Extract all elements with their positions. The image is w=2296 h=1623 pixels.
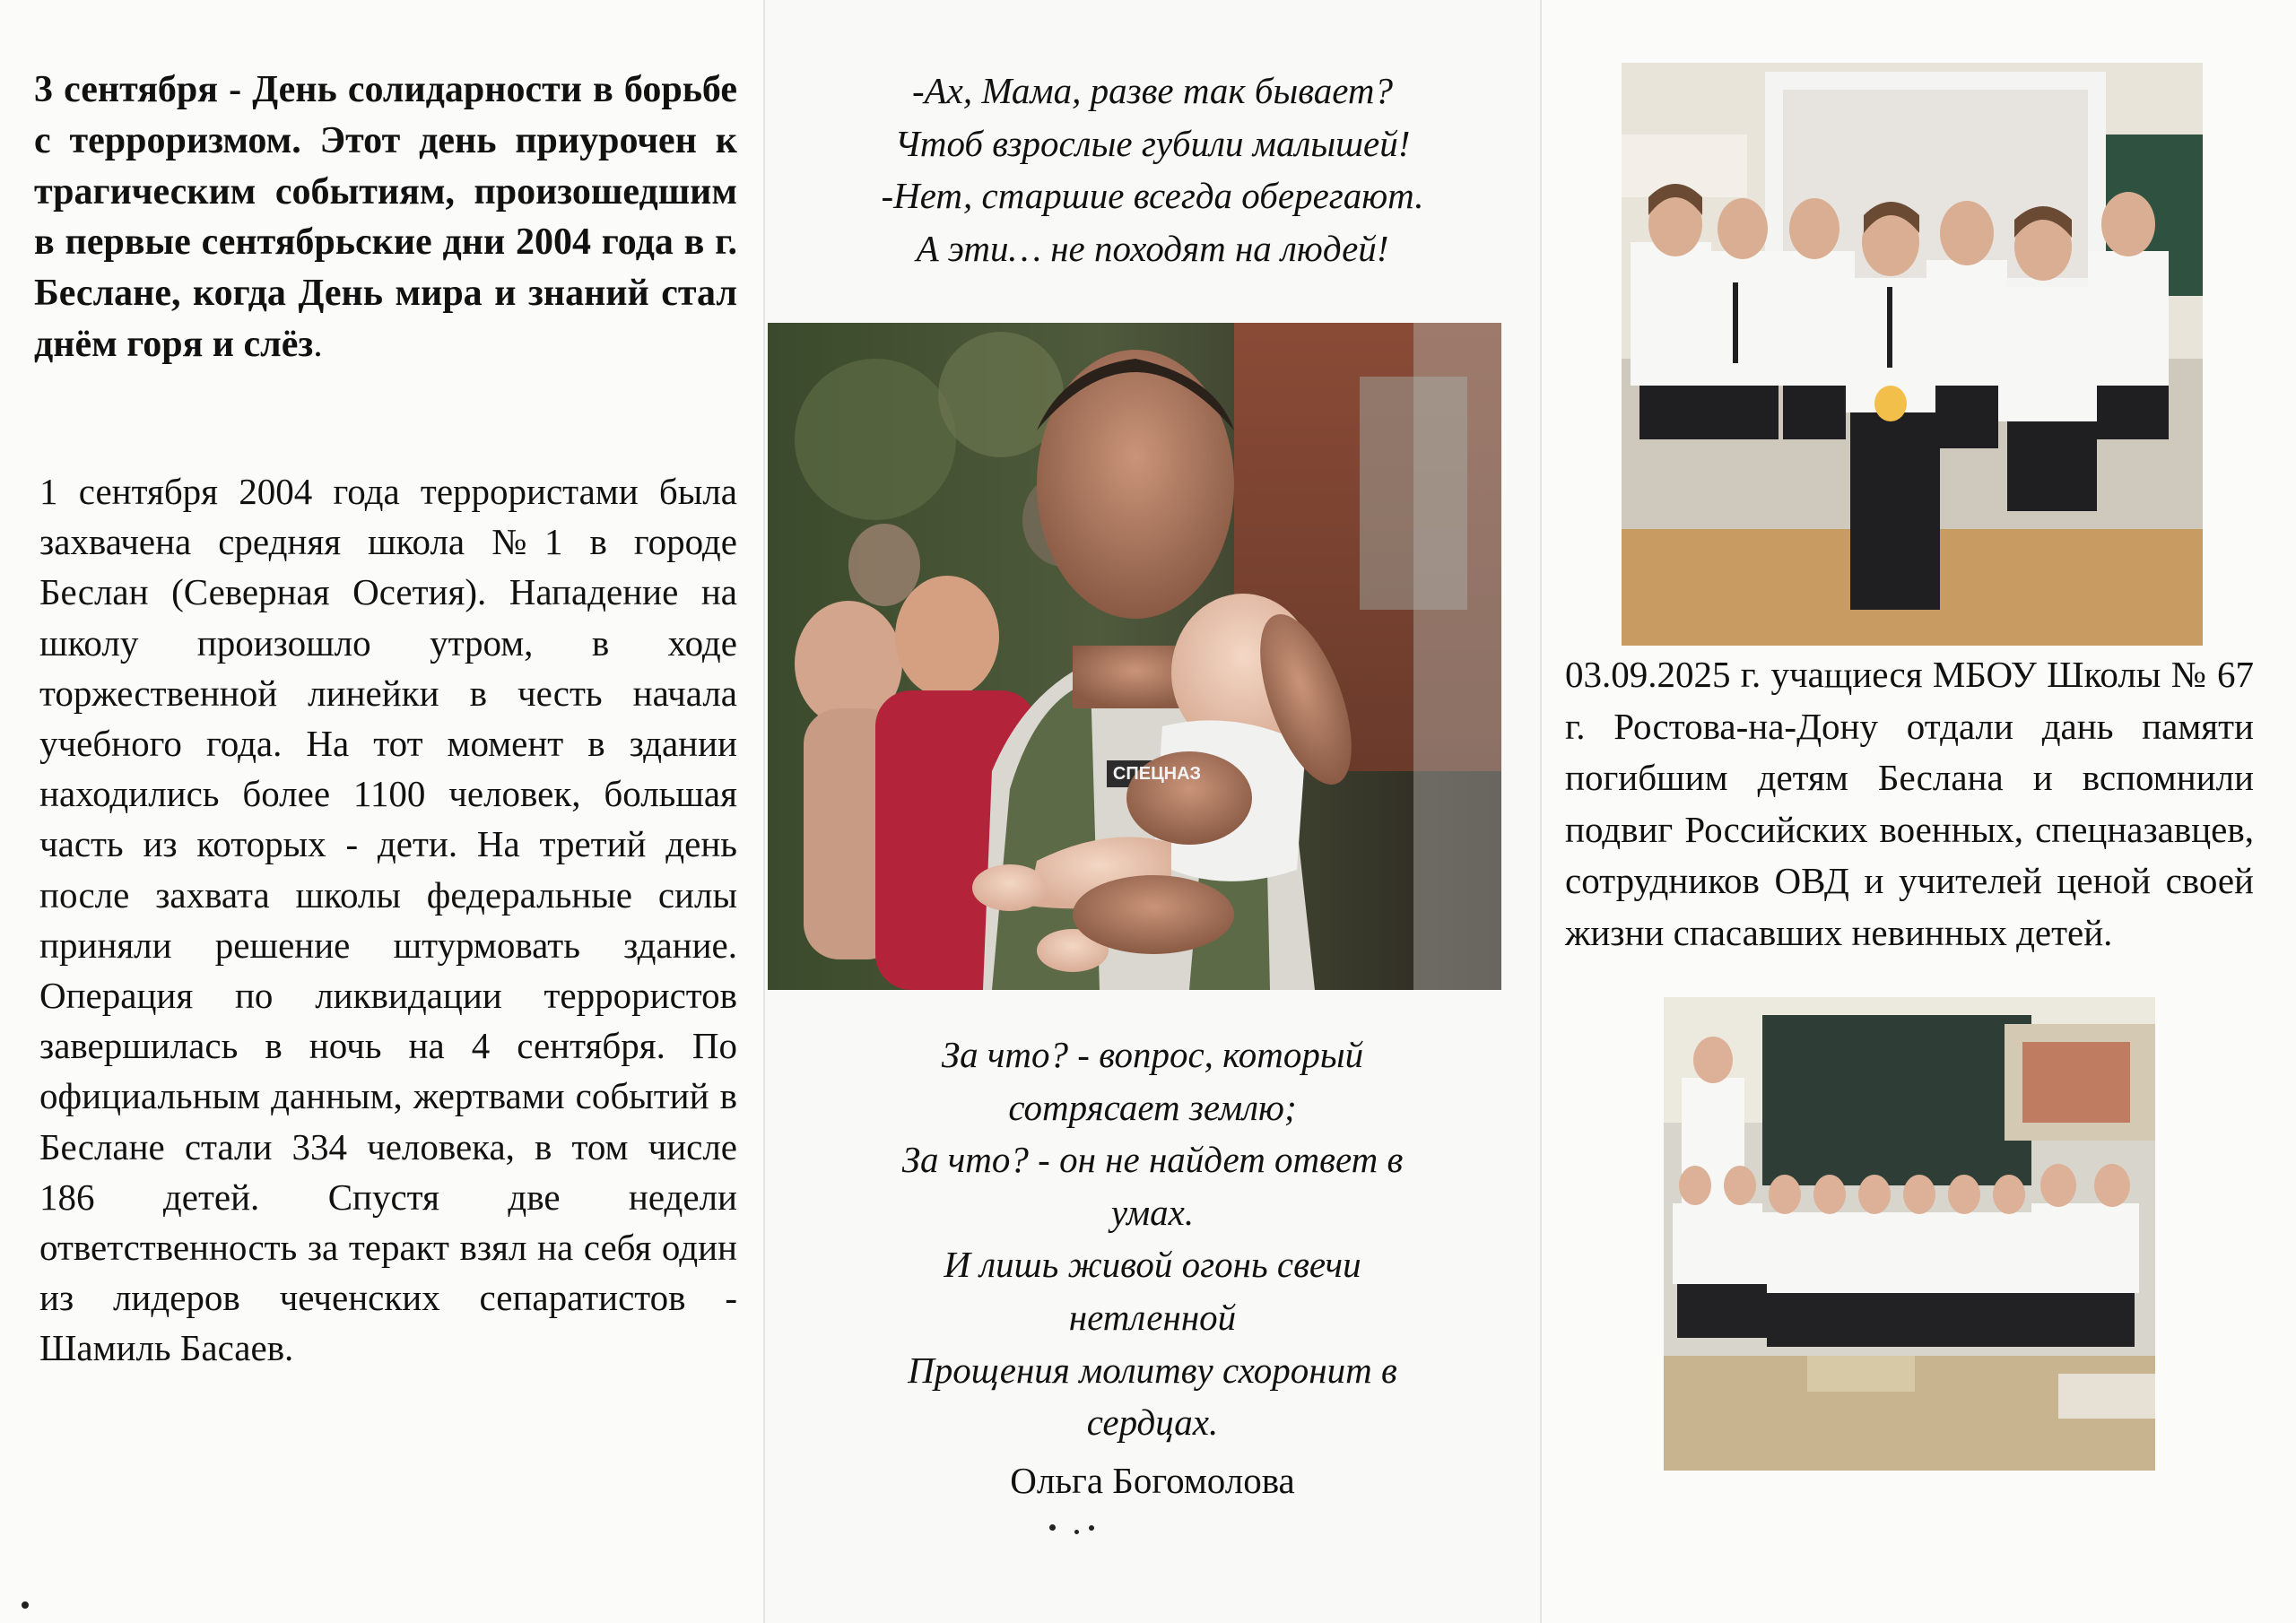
- soldier-holding-baby-photo: [768, 323, 1501, 990]
- poem-closing: [773, 1028, 1532, 1449]
- poem-line: А эти… не походят на людей!: [916, 227, 1389, 269]
- intro-period: .: [313, 323, 323, 365]
- classroom-students-photo: [1664, 997, 2155, 1471]
- poem-line: умах.: [1110, 1191, 1195, 1233]
- scan-speck: [1074, 1530, 1079, 1534]
- poem-line: сердцах.: [1086, 1402, 1219, 1444]
- scan-speck: [22, 1601, 29, 1609]
- fold-line-left: [763, 0, 765, 1623]
- poem-line: Прощения молитву схоронит в: [908, 1349, 1397, 1391]
- poem-line: -Ах, Мама, разве так бывает?: [911, 70, 1394, 111]
- poem-opening: [773, 65, 1532, 274]
- poem-line: нетленной: [1068, 1296, 1237, 1338]
- poem-line: -Нет, старшие всегда оберегают.: [881, 175, 1424, 217]
- poem-author: Ольга Богомолова: [1010, 1460, 1295, 1501]
- students-memorial-photo: [1622, 63, 2203, 646]
- event-caption: 03.09.2025 г. учащиеся МБОУ Школы № 67 г. Ростова-на-Дону отдали дань памяти погибшим детям Беслана и вспомнили подвиг Российских военных, спецназавцев, сотрудников ОВД и учителей ценой своей жизни спасавших невинных детей.: [1565, 654, 2254, 953]
- history-paragraph: 1 сентября 2004 года террористами была захвачена средняя школа №1 в городе Беслан (Северная Осетия). Нападение на школу произошло утром, в ходе торжественной линейки в честь начала учебного года. На тот момент в здании находились более 1100 человек, большая часть из которых - дети. На третий день после захвата школы федеральные силы приняли решение штурмовать здание. Операция по ликвидации террористов завершилась в ночь на 4 сентября. По официальным данным, жертвами событий в Беслане стали 334 человека, в том числе 186 детей. Спустя две недели ответственность за теракт взял на себя один из лидеров чеченских сепаратистов - Шамиль Басаев.: [39, 471, 737, 1369]
- spetsnaz-badge: СПЕЦНАЗ: [1112, 764, 1202, 784]
- poem-line: Чтоб взрослые губили малышей!: [894, 122, 1411, 164]
- fold-line-right: [1540, 0, 1542, 1623]
- poem-line: И лишь живой огонь свечи: [944, 1244, 1361, 1286]
- scan-speck: [1089, 1525, 1094, 1531]
- intro-paragraph: [34, 65, 737, 370]
- poem-line: За что? - вопрос, который: [941, 1034, 1364, 1075]
- scan-speck: [1049, 1524, 1056, 1531]
- poem-line: сотрясает землю;: [1008, 1086, 1297, 1128]
- poem-line: За что? - он не найдет ответ в: [901, 1139, 1404, 1181]
- intro-text: 3 сентября - День солидарности в борьбе с терроризмом. Этот день приурочен к трагическим событиям, произошедшим в первые сентябрьские дни 2004 года в г. Беслане, когда День мира и знаний стал днём горя и слёз: [34, 69, 737, 365]
